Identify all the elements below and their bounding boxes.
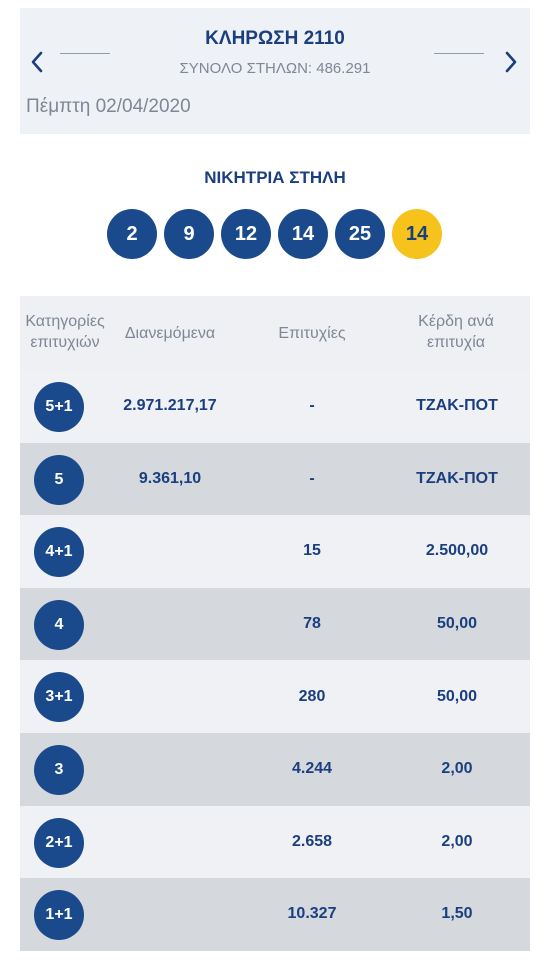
distributed-cell: 2.971.217,17	[123, 397, 217, 415]
table-row	[20, 733, 530, 806]
winners-cell: 280	[298, 687, 326, 705]
prize-cell: 2,00	[441, 832, 473, 850]
distributed-cell	[100, 588, 240, 661]
draw-title: ΚΛΗΡΩΣΗ 2110	[205, 28, 345, 49]
category-badge: 1+1	[34, 890, 84, 940]
number-ball: 2	[107, 209, 157, 259]
winning-numbers	[107, 209, 442, 259]
draw-date: Πέμπτη 02/04/2020	[26, 96, 191, 117]
distributed-cell	[100, 660, 240, 733]
header-category-line2: επιτυχιών	[30, 334, 100, 351]
table-row	[20, 515, 530, 588]
winners-cell: 2.658	[291, 832, 333, 850]
prize-cell: 1,50	[441, 905, 473, 923]
distributed-cell: 9.361,10	[138, 469, 202, 487]
prize-cell: 50,00	[436, 687, 478, 705]
header-category-line1: Κατηγορίες	[25, 313, 105, 330]
number-ball: 12	[221, 209, 271, 259]
category-badge: 5+1	[34, 382, 84, 432]
header-winners: Επιτυχίες	[278, 325, 346, 342]
table-row	[20, 588, 530, 661]
prize-cell: ΤΖΑΚ-ΠΟΤ	[416, 469, 498, 487]
header-prize-line2: επιτυχία	[427, 334, 485, 351]
prize-table	[20, 296, 530, 951]
table-row	[20, 443, 530, 516]
distributed-cell	[100, 515, 240, 588]
winning-column-title: ΝΙΚΗΤΡΙΑ ΣΤΗΛΗ	[204, 168, 346, 187]
number-ball: 14	[278, 209, 328, 259]
table-row	[20, 806, 530, 879]
prize-cell: 2,00	[441, 760, 473, 778]
category-badge: 3	[34, 745, 84, 795]
number-ball: 9	[164, 209, 214, 259]
header-prize	[398, 311, 514, 353]
prize-cell: 2.500,00	[425, 542, 489, 560]
chevron-right-icon[interactable]	[500, 46, 522, 78]
category-badge: 4+1	[34, 527, 84, 577]
number-ball: 25	[335, 209, 385, 259]
table-row	[20, 660, 530, 733]
joker-ball: 14	[392, 209, 442, 259]
winners-cell: 10.327	[287, 905, 337, 923]
winners-cell: -	[309, 469, 315, 487]
category-badge: 4	[34, 600, 84, 650]
draw-header	[20, 8, 530, 134]
distributed-cell	[100, 878, 240, 951]
prize-cell: 50,00	[436, 615, 478, 633]
distributed-cell	[100, 806, 240, 879]
table-row	[20, 370, 530, 443]
prize-cell: ΤΖΑΚ-ΠΟΤ	[416, 397, 498, 415]
header-prize-line1: Κέρδη ανά	[418, 313, 494, 330]
winners-cell: -	[309, 397, 315, 415]
distributed-cell	[100, 733, 240, 806]
winners-cell: 4.244	[291, 760, 333, 778]
winners-cell: 15	[303, 542, 321, 560]
header-distributed: Διανεμόμενα	[124, 325, 216, 342]
category-badge: 2+1	[34, 818, 84, 868]
header-category	[24, 311, 106, 353]
table-row	[20, 878, 530, 951]
divider-line	[60, 53, 110, 54]
divider-line	[434, 53, 484, 54]
winners-cell: 78	[303, 615, 321, 633]
total-columns: ΣΥΝΟΛΟ ΣΤΗΛΩΝ: 486.291	[179, 60, 371, 77]
category-badge: 5	[34, 455, 84, 505]
category-badge: 3+1	[34, 672, 84, 722]
table-header	[20, 296, 530, 370]
